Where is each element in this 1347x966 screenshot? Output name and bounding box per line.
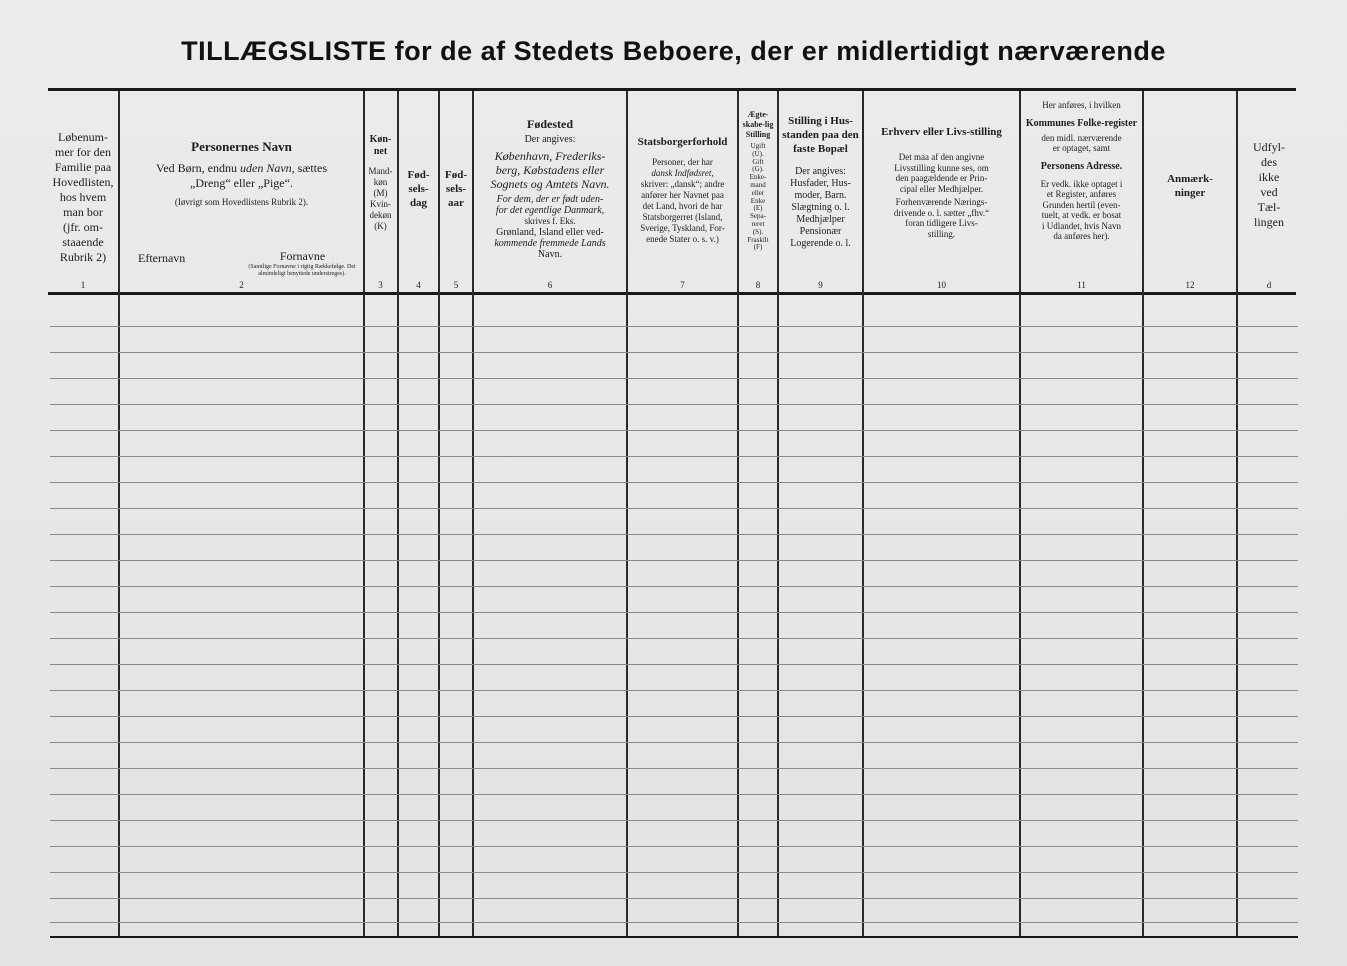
entry-row — [50, 742, 1298, 743]
entry-row — [50, 482, 1298, 483]
col3-line: dekøn — [369, 210, 392, 220]
col9-header — [779, 114, 862, 250]
entry-row — [50, 872, 1298, 873]
col9-heading: Stilling i Hus-standen paa den faste Bopæl — [782, 115, 859, 155]
col4-heading: Fød-sels-dag — [407, 169, 430, 209]
col9-line: Logerende o. l. — [790, 238, 851, 249]
col8-line: (F) — [753, 243, 763, 252]
col1-line: staaende — [62, 235, 104, 249]
col10-line: foran tidligere Livs- — [905, 218, 978, 228]
entry-row — [50, 586, 1298, 587]
col3-line: Kvin- — [370, 199, 391, 209]
col8-line: Fraskilt — [747, 235, 769, 244]
col11-line: Grunden hertil (even- — [1042, 199, 1121, 210]
entry-row — [50, 560, 1298, 561]
col7-header — [628, 136, 737, 245]
col8-line: Gift — [752, 157, 764, 166]
col6-number: 6 — [547, 280, 553, 290]
col2-body1: Ved Børn, endnu — [156, 161, 237, 175]
entry-row — [50, 922, 1298, 923]
col11-line: et Register, anføres — [1046, 189, 1117, 199]
col-divider — [438, 91, 440, 936]
bottom-rule — [50, 936, 1298, 938]
col8-line: (E) — [753, 204, 763, 213]
col10-header — [864, 124, 1019, 239]
entry-row — [50, 898, 1298, 899]
col2-heading: Personernes Navn — [191, 139, 292, 154]
col11-line: da anføres her). — [1053, 231, 1110, 241]
entry-row — [50, 534, 1298, 535]
col6-line: København, Frederiks- — [494, 148, 606, 163]
col3-heading: Køn-net — [369, 134, 392, 157]
col10-line: Forhenværende Nærings- — [895, 197, 988, 207]
col1-line: Familie paa — [54, 160, 112, 174]
col11-heading2: Personens Adresse. — [1040, 160, 1123, 172]
col11-line: i Udlandet, hvis Navn — [1042, 220, 1121, 231]
col7-line: dansk Indfødsret, — [651, 168, 714, 178]
col12-header — [1144, 172, 1236, 200]
col11-number: 11 — [1077, 280, 1086, 290]
entry-row — [50, 716, 1298, 717]
col3-header — [364, 134, 397, 232]
col8-heading: Ægte-skabe-lig Stilling — [742, 110, 774, 139]
title-rest: for de af Stedets Beboere, der er midlertidigt nærværende — [394, 36, 1166, 66]
col8-number: 8 — [755, 280, 761, 290]
col6-line: kommende fremmede Lands — [494, 237, 606, 249]
entry-row — [50, 508, 1298, 509]
col11-line: tuelt, at vedk. er bosat — [1041, 210, 1122, 220]
col6-line: Sognets og Amtets Navn. — [490, 176, 610, 191]
col1-line: Rubrik 2) — [59, 250, 107, 264]
col6-line: for det egentlige Danmark, — [495, 204, 605, 216]
col6-heading: Fødested — [527, 117, 573, 131]
col2-body2: „Dreng“ eller „Pige“. — [190, 176, 293, 190]
entry-row — [50, 404, 1298, 405]
col-d-header — [1238, 140, 1300, 230]
col2-sub-left: Efternavn — [138, 251, 186, 265]
entry-row — [50, 664, 1298, 665]
col3-line: (K) — [374, 221, 387, 231]
col6-line: berg, Købstadens eller — [495, 162, 605, 177]
col10-line: stilling. — [927, 228, 956, 239]
col11-line: den midl. nærværende — [1041, 132, 1122, 143]
col9-number: 9 — [818, 280, 823, 290]
page-title — [0, 36, 1347, 67]
col2-body3: (Iøvrigt som Hovedlistens Rubrik 2). — [174, 197, 309, 207]
col8-line: mand — [750, 180, 766, 189]
col6-line: For dem, der er født uden- — [496, 193, 604, 205]
col8-line: Ugift — [750, 142, 766, 150]
col1-line: hos hvem — [59, 190, 107, 204]
col4-header — [399, 168, 438, 210]
col11-line: Er vedk. ikke optaget i — [1040, 178, 1123, 189]
col10-number: 10 — [937, 280, 946, 290]
col7-line: Statsborgerret (Island, — [642, 212, 723, 222]
col-d-line: Tæl- — [1257, 200, 1281, 214]
col10-line: Det maa af den angivne — [898, 152, 985, 162]
col1-line: mer for den — [55, 145, 111, 159]
col8-line: Sepa- — [750, 212, 766, 221]
col11-heading: Kommunes Folke-register — [1025, 117, 1138, 129]
col7-line: Personer, der har — [652, 157, 713, 167]
col3-line: køn — [373, 177, 388, 187]
col-d-number: d — [1266, 280, 1272, 290]
col3-number: 3 — [378, 280, 383, 290]
entry-row — [50, 768, 1298, 769]
entry-row — [50, 378, 1298, 379]
col6-line: Der angives: — [524, 134, 576, 145]
col10-heading: Erhverv eller Livs-stilling — [881, 126, 1002, 138]
col1-line: Hovedlisten, — [52, 175, 114, 189]
col10-line: drivende o. l. sætter „fhv.“ — [893, 207, 990, 218]
col2-sub-note: (Samtlige Fornavne i rigtig Rækkefølge. Det almindeligt benyttede understreges). — [248, 264, 356, 277]
col9-body — [781, 166, 860, 250]
col6-italic-block — [476, 149, 624, 191]
col2-body — [122, 161, 361, 176]
col6-foreign-block — [476, 194, 624, 260]
col6-line: Grønland, Island eller ved- — [496, 226, 604, 238]
col9-line: Husfader, Hus- — [790, 178, 851, 189]
col7-line: Sverige, Tyskland, For- — [640, 223, 725, 233]
col-d-line: lingen — [1254, 215, 1284, 229]
col1-line: man bor — [63, 205, 103, 219]
col-d-line: ikke — [1258, 170, 1280, 184]
entry-row — [50, 612, 1298, 613]
col6-line: Navn. — [537, 248, 563, 260]
col-d-line: des — [1261, 155, 1277, 169]
col8-line: Enke- — [749, 173, 767, 182]
entry-row — [50, 638, 1298, 639]
col8-header — [739, 110, 777, 252]
col11-pre: Her anføres, i hvilken — [1042, 100, 1121, 110]
col8-line: (G). — [752, 165, 764, 174]
col2-header — [120, 140, 363, 209]
entry-row — [50, 430, 1298, 431]
col2-sub-right: Fornavne — [279, 249, 326, 263]
col11-header — [1021, 100, 1142, 242]
col-d-line: ved — [1260, 185, 1278, 199]
col7-line: anfører her Navnet paa — [641, 190, 724, 200]
col8-line: (U). — [752, 149, 764, 158]
col6-header — [474, 118, 626, 260]
col-divider — [1142, 91, 1144, 936]
col7-line: det Land, hvori de har — [642, 201, 723, 211]
header-rule — [48, 292, 1296, 295]
col7-line: enede Stater o. s. v.) — [646, 234, 719, 244]
entry-row — [50, 820, 1298, 821]
col9-line: Pensionær — [799, 226, 842, 237]
col12-number: 12 — [1185, 280, 1195, 290]
col3-line: Mand- — [368, 166, 393, 176]
col8-line: reret — [751, 219, 765, 228]
col9-line: Medhjælper — [796, 214, 845, 225]
col1-header — [48, 130, 118, 265]
col1-number: 1 — [80, 280, 86, 290]
entry-row — [50, 456, 1298, 457]
col10-line: den paagældende er Prin- — [895, 173, 988, 183]
col4-number: 4 — [416, 280, 421, 290]
col5-header — [440, 168, 472, 210]
col6-line: skrives f. Eks. — [524, 215, 576, 226]
col9-line: Slægtning o. l. — [791, 202, 850, 213]
entry-row — [50, 846, 1298, 847]
col7-line: skriver: „dansk“; andre — [640, 179, 725, 189]
col-divider — [397, 91, 399, 936]
col9-line: moder, Barn. — [794, 190, 847, 201]
col9-line: Der angives: — [795, 166, 846, 177]
col5-number: 5 — [453, 280, 459, 290]
col8-line: (S). — [752, 227, 764, 236]
col7-body — [629, 157, 736, 245]
col10-body — [866, 152, 1017, 239]
col5-heading: Fød-sels-aar — [445, 169, 467, 209]
col11-line: er optaget, samt — [1052, 143, 1111, 153]
col7-heading: Statsborgerforhold — [637, 136, 728, 148]
entry-row — [50, 352, 1298, 353]
col1-line: (jfr. om- — [63, 220, 103, 234]
col1-line: Løbenum- — [58, 130, 108, 144]
col2-number: 2 — [239, 280, 244, 290]
col-d-line: Udfyl- — [1253, 140, 1285, 154]
col10-line: cipal eller Medhjælper. — [899, 183, 984, 194]
col10-line: Livsstilling kunne ses, om — [894, 162, 989, 173]
entry-row — [50, 326, 1298, 327]
entry-row — [50, 690, 1298, 691]
col-divider — [118, 91, 120, 936]
top-rule — [48, 88, 1296, 91]
col2-body1-end: sættes — [297, 161, 327, 175]
col8-line: Enke — [750, 196, 766, 205]
col7-number: 7 — [680, 280, 685, 290]
entry-row — [50, 794, 1298, 795]
col8-line: eller — [751, 188, 765, 197]
col3-line: (M) — [373, 188, 388, 198]
title-lead: TILLÆGSLISTE — [181, 36, 387, 66]
col2-body1-italic: uden Navn, — [240, 161, 295, 175]
col12-heading: Anmærk-ninger — [1167, 173, 1213, 199]
